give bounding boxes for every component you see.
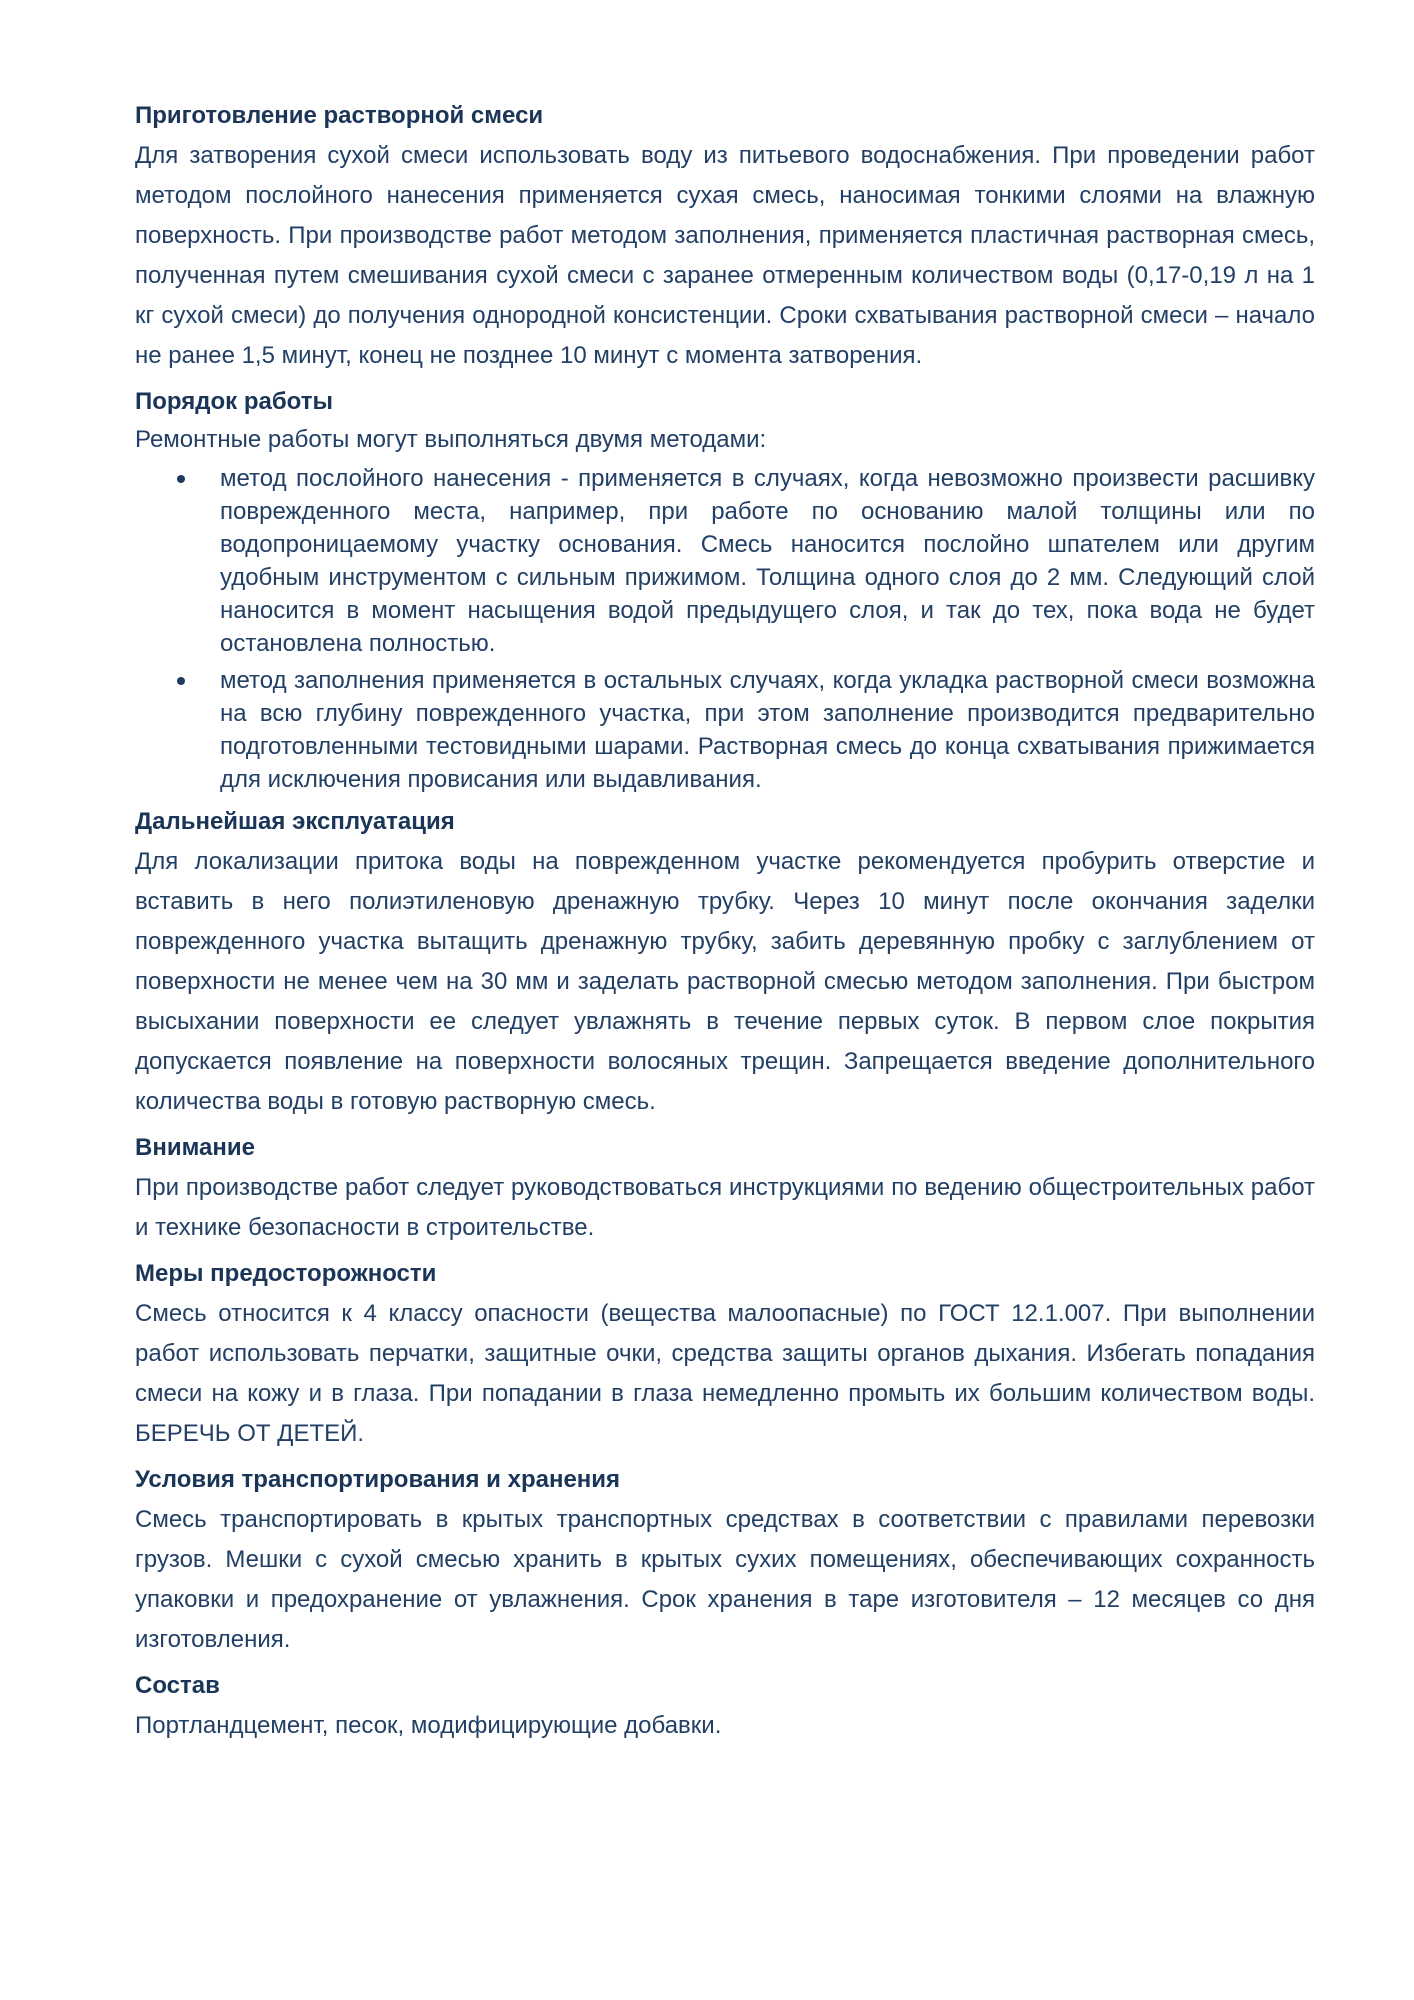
section-title-attention: Внимание bbox=[135, 1134, 255, 1161]
section-storage bbox=[135, 1464, 1315, 1660]
list-item-text: метод заполнения применяется в остальных случаях, когда укладка растворной смеси возможна на всю глубину поврежденного участка, при этом заполнение производится предварительно подготовленными тестовидными шарами. Растворная смесь до конца схватывания прижимается для исключения провисания или выдавливания. bbox=[220, 667, 1315, 793]
section-preparation bbox=[135, 100, 1315, 376]
section-precautions bbox=[135, 1258, 1315, 1454]
section-text-precautions: Смесь относится к 4 классу опасности (вещества малоопасные) по ГОСТ 12.1.007. При выполнении работ использовать перчатки, защитные очки, средства защиты органов дыхания. Избегать попадания смеси на кожу и в глаза. При попадании в глаза немедленно промыть их большим количеством воды. БЕРЕЧЬ ОТ ДЕТЕЙ. bbox=[135, 1300, 1315, 1447]
bullet-icon bbox=[177, 475, 185, 483]
procedure-methods-list bbox=[135, 462, 1315, 796]
section-text-preparation: Для затворения сухой смеси использовать воду из питьевого водоснабжения. При проведении работ методом послойного нанесения применяется сухая смесь, наносимая тонкими слоями на влажную поверхность. При производстве работ методом заполнения, применяется пластичная растворная смесь, полученная путем смешивания сухой смеси с заранее отмеренным количеством воды (0,17-0,19 л на 1 кг сухой смеси) до получения однородной консистенции. Сроки схватывания растворной смеси – начало не ранее 1,5 минут, конец не позднее 10 минут с момента затворения. bbox=[135, 142, 1315, 369]
section-title-procedure: Порядок работы bbox=[135, 388, 333, 415]
list-item-text: метод послойного нанесения - применяется в случаях, когда невозможно произвести расшивку поврежденного места, например, при работе по основанию малой толщины или по водопроницаемому участку основания. Смесь наносится послойно шпателем или другим удобным инструментом с сильным прижимом. Толщина одного слоя до 2 мм. Следующий слой наносится в момент насыщения водой предыдущего слоя, и так до тех, пока вода не будет остановлена полностью. bbox=[220, 465, 1315, 657]
section-text-attention: При производстве работ следует руководствоваться инструкциями по ведению общестроительных работ и технике безопасности в строительстве. bbox=[135, 1174, 1315, 1241]
section-further-use bbox=[135, 806, 1315, 1122]
document-page bbox=[135, 100, 1315, 1756]
section-attention bbox=[135, 1132, 1315, 1248]
list-item bbox=[135, 664, 1315, 796]
section-text-further-use: Для локализации притока воды на поврежденном участке рекомендуется пробурить отверстие и вставить в него полиэтиленовую дренажную трубку. Через 10 минут после окончания заделки поврежденного участка вытащить дренажную трубку, забить деревянную пробку с заглублением от поверхности не менее чем на 30 мм и заделать растворной смесью методом заполнения. При быстром высыхании поверхности ее следует увлажнять в течение первых суток. В первом слое покрытия допускается появление на поверхности волосяных трещин. Запрещается введение дополнительного количества воды в готовую растворную смесь. bbox=[135, 848, 1315, 1115]
section-title-further-use: Дальнейшая эксплуатация bbox=[135, 808, 455, 835]
section-text-storage: Смесь транспортировать в крытых транспортных средствах в соответствии с правилами перевозки грузов. Мешки с сухой смесью хранить в крытых сухих помещениях, обеспечивающих сохранность упаковки и предохранение от увлажнения. Срок хранения в таре изготовителя – 12 месяцев со дня изготовления. bbox=[135, 1506, 1315, 1653]
section-title-preparation: Приготовление растворной смеси bbox=[135, 102, 544, 129]
section-text-composition: Портландцемент, песок, модифицирующие добавки. bbox=[135, 1712, 722, 1739]
bullet-icon bbox=[177, 677, 185, 685]
list-item bbox=[135, 462, 1315, 660]
section-title-storage: Условия транспортирования и хранения bbox=[135, 1466, 621, 1493]
procedure-intro: Ремонтные работы могут выполняться двумя методами: bbox=[135, 426, 767, 453]
section-title-composition: Состав bbox=[135, 1672, 220, 1699]
section-title-precautions: Меры предосторожности bbox=[135, 1260, 437, 1287]
section-composition bbox=[135, 1670, 1315, 1746]
section-procedure bbox=[135, 386, 1315, 796]
